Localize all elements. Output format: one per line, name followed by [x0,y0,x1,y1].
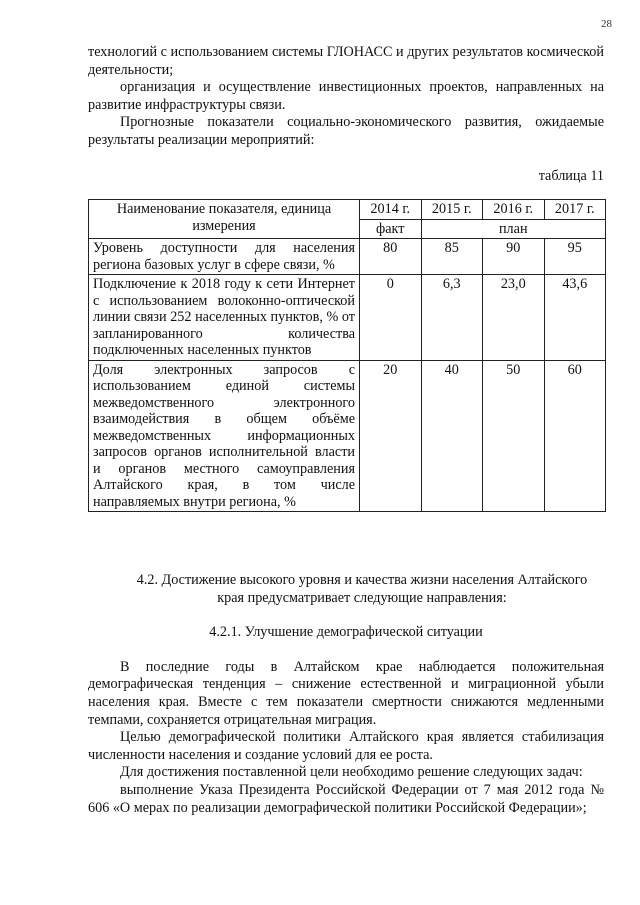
table-row [89,275,606,361]
table-row [89,239,606,275]
header-year: 2014 г. [360,200,422,220]
bottom-text-block [88,572,604,817]
header-plan: план [421,219,606,239]
paragraph: технологий с использованием системы ГЛОНАСС и других результатов космической деятельности; [88,44,604,78]
paragraph: Целью демографической политики Алтайского края является стабилизация численности населения и создание условий для ее роста. [88,729,604,763]
row-value: 23,0 [483,275,545,361]
header-year: 2015 г. [421,200,483,220]
page-number: 28 [601,18,612,30]
row-name: Уровень доступности для населения региона базовых услуг в сфере связи, % [89,239,360,275]
row-value: 6,3 [421,275,483,361]
section-heading: 4.2. Достижение высокого уровня и качества жизни населения Алтайского края предусматривает следующие направления: [136,572,588,606]
row-value: 40 [421,360,483,512]
row-value: 85 [421,239,483,275]
row-value: 80 [360,239,422,275]
header-name-col: Наименование показателя, единица измерения [89,200,360,239]
paragraph: организация и осуществление инвестиционных проектов, направленных на развитие инфраструктуры связи. [88,79,604,113]
paragraph: выполнение Указа Президента Российской Федерации от 7 мая 2012 года № 606 «О мерах по реализации демографической политики Российской Федерации»; [88,781,604,816]
row-value: 60 [544,360,606,512]
table-header-row [89,200,606,220]
header-fact: факт [360,219,422,239]
row-value: 20 [360,360,422,512]
row-name: Подключение к 2018 году к сети Интернет с использованием волоконно-оптической линии связи 252 населенных пунктов, % от запланированного количества подключенных населенных пунктов [89,275,360,361]
row-value: 50 [483,360,545,512]
row-value: 90 [483,239,545,275]
indicators-table [88,199,606,512]
paragraph: Прогнозные показатели социально-экономического развития, ожидаемые результаты реализации мероприятий: [88,114,604,148]
header-year: 2016 г. [483,200,545,220]
paragraph: Для достижения поставленной цели необходимо решение следующих задач: [120,764,583,781]
header-year: 2017 г. [544,200,606,220]
row-name: Доля электронных запросов с использованием единой системы межведомственного электронного взаимодействия в общем объёме межведомственных информационных запросов органов исполнительной власти и органов местного самоуправления Алтайского края, в том числе направляемых внутри региона, % [89,360,360,512]
row-value: 0 [360,275,422,361]
paragraph: В последние годы в Алтайском крае наблюдается положительная демографическая тенденция – снижение естественной и миграционной убыли населения края. Вместе с тем показатели смертности снижаются медленными темпами, сохраняется отрицательная миграция. [88,658,604,728]
table-caption: таблица 11 [538,168,604,184]
row-value: 95 [544,239,606,275]
top-text-block [88,44,604,150]
subsection-heading: 4.2.1. Улучшение демографической ситуации [209,624,483,641]
row-value: 43,6 [544,275,606,361]
table-row [89,360,606,512]
